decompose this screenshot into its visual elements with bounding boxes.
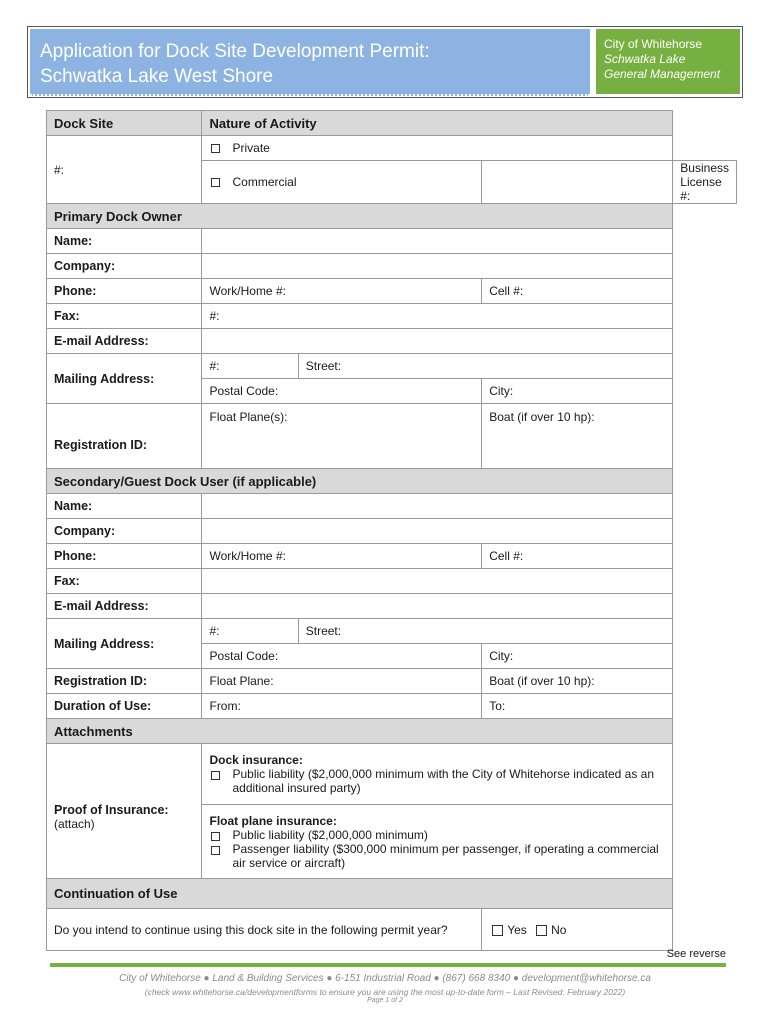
dock-site-header: Dock Site [47, 111, 202, 136]
duration-to-field[interactable] [482, 694, 673, 719]
see-reverse-note: See reverse [666, 948, 726, 960]
dock-site-number-label: #: [54, 162, 65, 177]
secondary-email-label: E-mail Address: [47, 594, 202, 619]
no-label: No [551, 922, 567, 937]
secondary-work-phone-label: Work/Home #: [209, 549, 286, 563]
city-department: General Management [604, 67, 721, 81]
float-insurance-item-1 [209, 828, 665, 842]
primary-cell-field[interactable] [482, 279, 673, 304]
secondary-cell-label: Cell #: [489, 549, 524, 563]
primary-street-field[interactable] [298, 354, 673, 379]
footer-version-note: (check www.whitehorse.ca/developmentforms to ensure you are using the most up-to-date form – Last Revised: February 2022) [144, 987, 626, 997]
attachments-header: Attachments [47, 719, 673, 744]
secondary-work-phone-field[interactable] [202, 544, 482, 569]
float-passenger-liability-text: Passenger liability ($300,000 minimum per passenger, if operating a commercial air service or aircraft) [232, 841, 659, 870]
primary-name-label: Name: [47, 229, 202, 254]
float-insurance-item-2 [209, 842, 665, 870]
primary-fax-number-label: #: [209, 309, 220, 323]
secondary-fax-field[interactable] [202, 569, 673, 594]
nature-of-activity-header: Nature of Activity [202, 111, 673, 136]
dock-insurance-title: Dock insurance: [209, 753, 303, 767]
primary-owner-header: Primary Dock Owner [47, 204, 673, 229]
business-license-label: Business License #: [680, 161, 729, 203]
no-checkbox[interactable] [536, 925, 547, 936]
dock-insurance-checkbox[interactable] [211, 771, 220, 780]
yes-checkbox[interactable] [492, 925, 503, 936]
secondary-float-plane-label: Float Plane: [209, 674, 274, 688]
duration-to-label: To: [489, 699, 506, 713]
primary-city-field[interactable] [482, 379, 673, 404]
primary-company-label: Company: [47, 254, 202, 279]
secondary-street-field[interactable] [298, 619, 673, 644]
primary-street-label: Street: [305, 359, 342, 373]
primary-work-phone-label: Work/Home #: [209, 284, 286, 298]
float-passenger-liability-checkbox[interactable] [211, 846, 220, 855]
proof-of-insurance-cell [47, 744, 202, 879]
city-badge [596, 29, 740, 94]
secondary-cell-field[interactable] [482, 544, 673, 569]
form-title-line2: Schwatka Lake West Shore [40, 66, 274, 87]
secondary-street-label: Street: [305, 624, 342, 638]
secondary-float-plane-field[interactable] [202, 669, 482, 694]
primary-work-phone-field[interactable] [202, 279, 482, 304]
secondary-company-field[interactable] [202, 519, 673, 544]
primary-postal-label: Postal Code: [209, 384, 279, 398]
secondary-city-field[interactable] [482, 644, 673, 669]
primary-mail-number-label: #: [209, 359, 220, 373]
secondary-user-header: Secondary/Guest Dock User (if applicable) [47, 469, 673, 494]
secondary-mailing-label: Mailing Address: [47, 619, 202, 669]
primary-mailing-label: Mailing Address: [47, 354, 202, 404]
primary-mail-number-field[interactable] [202, 354, 298, 379]
dock-insurance-text: Public liability ($2,000,000 minimum with the City of Whitehorse indicated as an additional insured party) [232, 767, 655, 795]
city-location: Schwatka Lake [604, 52, 686, 66]
secondary-mail-number-label: #: [209, 624, 220, 638]
secondary-postal-label: Postal Code: [209, 649, 279, 663]
permit-form-table [46, 110, 737, 951]
float-public-liability-checkbox[interactable] [211, 832, 220, 841]
commercial-option[interactable] [202, 161, 482, 204]
dock-insurance-section [202, 744, 673, 805]
form-title-line1: Application for Dock Site Development Permit: [40, 41, 430, 62]
private-label: Private [232, 141, 270, 155]
attach-note: (attach) [54, 817, 95, 831]
primary-postal-field[interactable] [202, 379, 482, 404]
secondary-boat-field[interactable] [482, 669, 673, 694]
secondary-company-label: Company: [47, 519, 202, 544]
primary-email-field[interactable] [202, 329, 673, 354]
primary-boat-label: Boat (if over 10 hp): [489, 410, 595, 424]
form-header [27, 26, 743, 98]
primary-registration-label: Registration ID: [47, 404, 202, 469]
continuation-question: Do you intend to continue using this dock site in the following permit year? [47, 909, 482, 951]
primary-boat-field[interactable] [482, 404, 673, 469]
primary-city-label: City: [489, 384, 514, 398]
secondary-email-field[interactable] [202, 594, 673, 619]
private-checkbox[interactable] [211, 144, 220, 153]
form-title [30, 29, 590, 96]
primary-float-planes-label: Float Plane(s): [209, 410, 288, 424]
yes-label: Yes [507, 922, 527, 937]
primary-cell-label: Cell #: [489, 284, 524, 298]
private-option[interactable] [202, 136, 673, 161]
float-public-liability-text: Public liability ($2,000,000 minimum) [232, 827, 428, 842]
float-insurance-title: Float plane insurance: [209, 813, 337, 828]
continuation-answer [482, 909, 673, 951]
duration-label: Duration of Use: [47, 694, 202, 719]
business-license-field[interactable] [673, 161, 737, 204]
secondary-postal-field[interactable] [202, 644, 482, 669]
duration-from-label: From: [209, 699, 241, 713]
duration-from-field[interactable] [202, 694, 482, 719]
primary-fax-label: Fax: [47, 304, 202, 329]
dock-insurance-item [209, 767, 665, 795]
dock-site-number-field[interactable] [47, 136, 202, 204]
primary-phone-label: Phone: [47, 279, 202, 304]
primary-float-planes-field[interactable] [202, 404, 482, 469]
primary-email-label: E-mail Address: [47, 329, 202, 354]
footer-divider [50, 963, 726, 967]
secondary-name-field[interactable] [202, 494, 673, 519]
commercial-label: Commercial [232, 175, 297, 189]
city-name: City of Whitehorse [604, 37, 703, 51]
footer-contact: City of Whitehorse ● Land & Building Services ● 6-151 Industrial Road ● (867) 668 8340 ● development@whitehorse.ca [119, 973, 651, 984]
proof-of-insurance-label: Proof of Insurance: [54, 803, 169, 817]
commercial-checkbox[interactable] [211, 178, 220, 187]
secondary-city-label: City: [489, 649, 514, 663]
secondary-phone-label: Phone: [47, 544, 202, 569]
secondary-fax-label: Fax: [47, 569, 202, 594]
float-plane-insurance-section [202, 805, 673, 879]
secondary-boat-label: Boat (if over 10 hp): [489, 674, 595, 688]
secondary-registration-label: Registration ID: [47, 669, 202, 694]
secondary-name-label: Name: [47, 494, 202, 519]
secondary-mail-number-field[interactable] [202, 619, 298, 644]
primary-company-field[interactable] [202, 254, 673, 279]
primary-name-field[interactable] [202, 229, 673, 254]
continuation-header: Continuation of Use [47, 879, 673, 909]
primary-fax-field[interactable] [202, 304, 673, 329]
page-number: Page 1 of 2 [367, 997, 403, 1004]
